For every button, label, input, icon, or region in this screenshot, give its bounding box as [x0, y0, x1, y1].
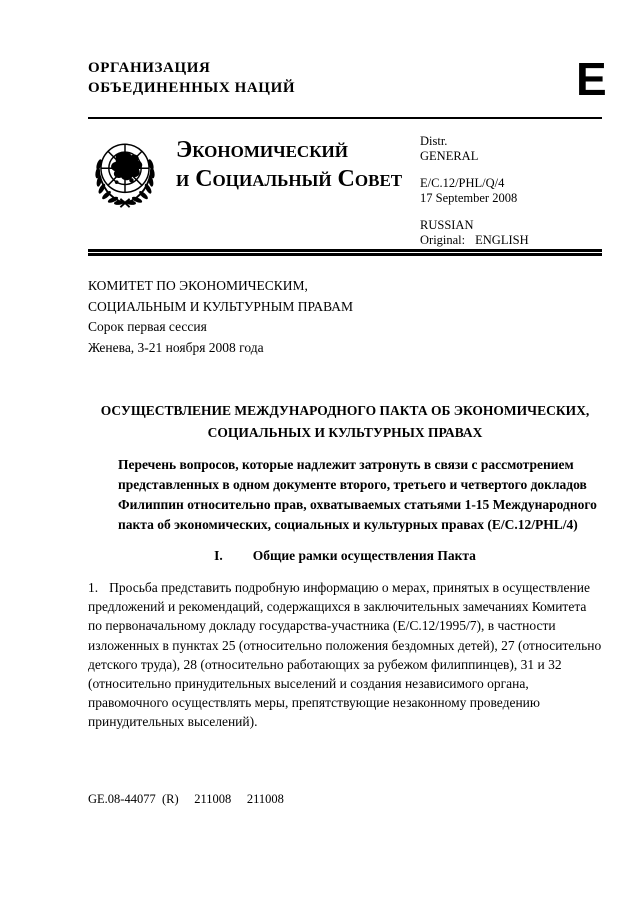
- section-title: Общие рамки осуществления Пакта: [252, 548, 476, 563]
- council-title-line1: Экономический: [176, 137, 348, 163]
- un-emblem-icon: [88, 135, 162, 209]
- document-series-letter: E: [576, 53, 607, 105]
- section-heading: [88, 548, 602, 564]
- committee-name-line1: КОМИТЕТ ПО ЭКОНОМИЧЕСКИМ,: [88, 278, 308, 293]
- paragraph-1: [88, 578, 602, 732]
- committee-name-line2: СОЦИАЛЬНЫМ И КУЛЬТУРНЫМ ПРАВАМ: [88, 298, 353, 314]
- original-language-row: [420, 233, 529, 248]
- paragraph-text: Просьба представить подробную информацию о мерах, принятых в осуществление предложений и рекомендаций, содержащихся в заключительных замечаниях Комитета по первоначальному докладу государства-участника (E/C.12/1995/7), в частности изложенных в пунктах 25 (относительно положения бездомных детей), 27 (относительно детского труда), 28 (относительно работающих за рубежом филиппинцев), 31 и 32 (относительно принудительных выселений и создания независимого органа, правомочного осуществлять меры, препятствующие незаконному проведению принудительных выселений).: [88, 580, 602, 730]
- page-title: [88, 400, 602, 444]
- session-number: Сорок первая сессия: [88, 319, 207, 334]
- organization-name-line1: ОРГАНИЗАЦИЯ: [88, 60, 211, 76]
- distr-label: Distr.: [420, 134, 448, 148]
- session-venue: Женева, 3-21 ноября 2008 года: [88, 339, 264, 355]
- spacer: [420, 164, 529, 176]
- document-subtitle: Перечень вопросов, которые надлежит затронуть в связи с рассмотрением представленных в одном документе второго, третьего и четвертого докладов Филиппин относительно прав, охватываемых статьями 1-15 Международного пакта об экономических, социальных и культурных правах (E/C.12/PHL/4): [118, 457, 597, 532]
- session-block: [88, 276, 353, 358]
- organization-name: [88, 58, 295, 98]
- document-date: 17 September 2008: [420, 191, 518, 205]
- paragraph-number: 1.: [88, 580, 99, 595]
- council-title: [176, 136, 402, 194]
- document-language: RUSSIAN: [420, 218, 474, 232]
- council-title-line2: и Социальный Совет: [176, 166, 403, 192]
- original-value: ENGLISH: [475, 233, 529, 247]
- section-number: I.: [214, 548, 223, 563]
- header-rule: [88, 117, 602, 119]
- page-title-line2: СОЦИАЛЬНЫХ И КУЛЬТУРНЫХ ПРАВАХ: [207, 425, 483, 440]
- page-title-line1: ОСУЩЕСТВЛЕНИЕ МЕЖДУНАРОДНОГО ПАКТА ОБ ЭКОНОМИЧЕСКИХ,: [100, 403, 590, 418]
- organization-name-line2: ОБЪЕДИНЕННЫХ НАЦИЙ: [88, 80, 296, 96]
- document-footer-code: GE.08-44077 (R) 211008 211008: [88, 792, 284, 806]
- spacer: [420, 206, 529, 218]
- distribution-block: [420, 134, 529, 248]
- original-label: Original:: [420, 233, 466, 247]
- masthead-rule: [88, 249, 602, 256]
- document-symbol: E/C.12/PHL/Q/4: [420, 176, 505, 190]
- distr-value: GENERAL: [420, 149, 479, 163]
